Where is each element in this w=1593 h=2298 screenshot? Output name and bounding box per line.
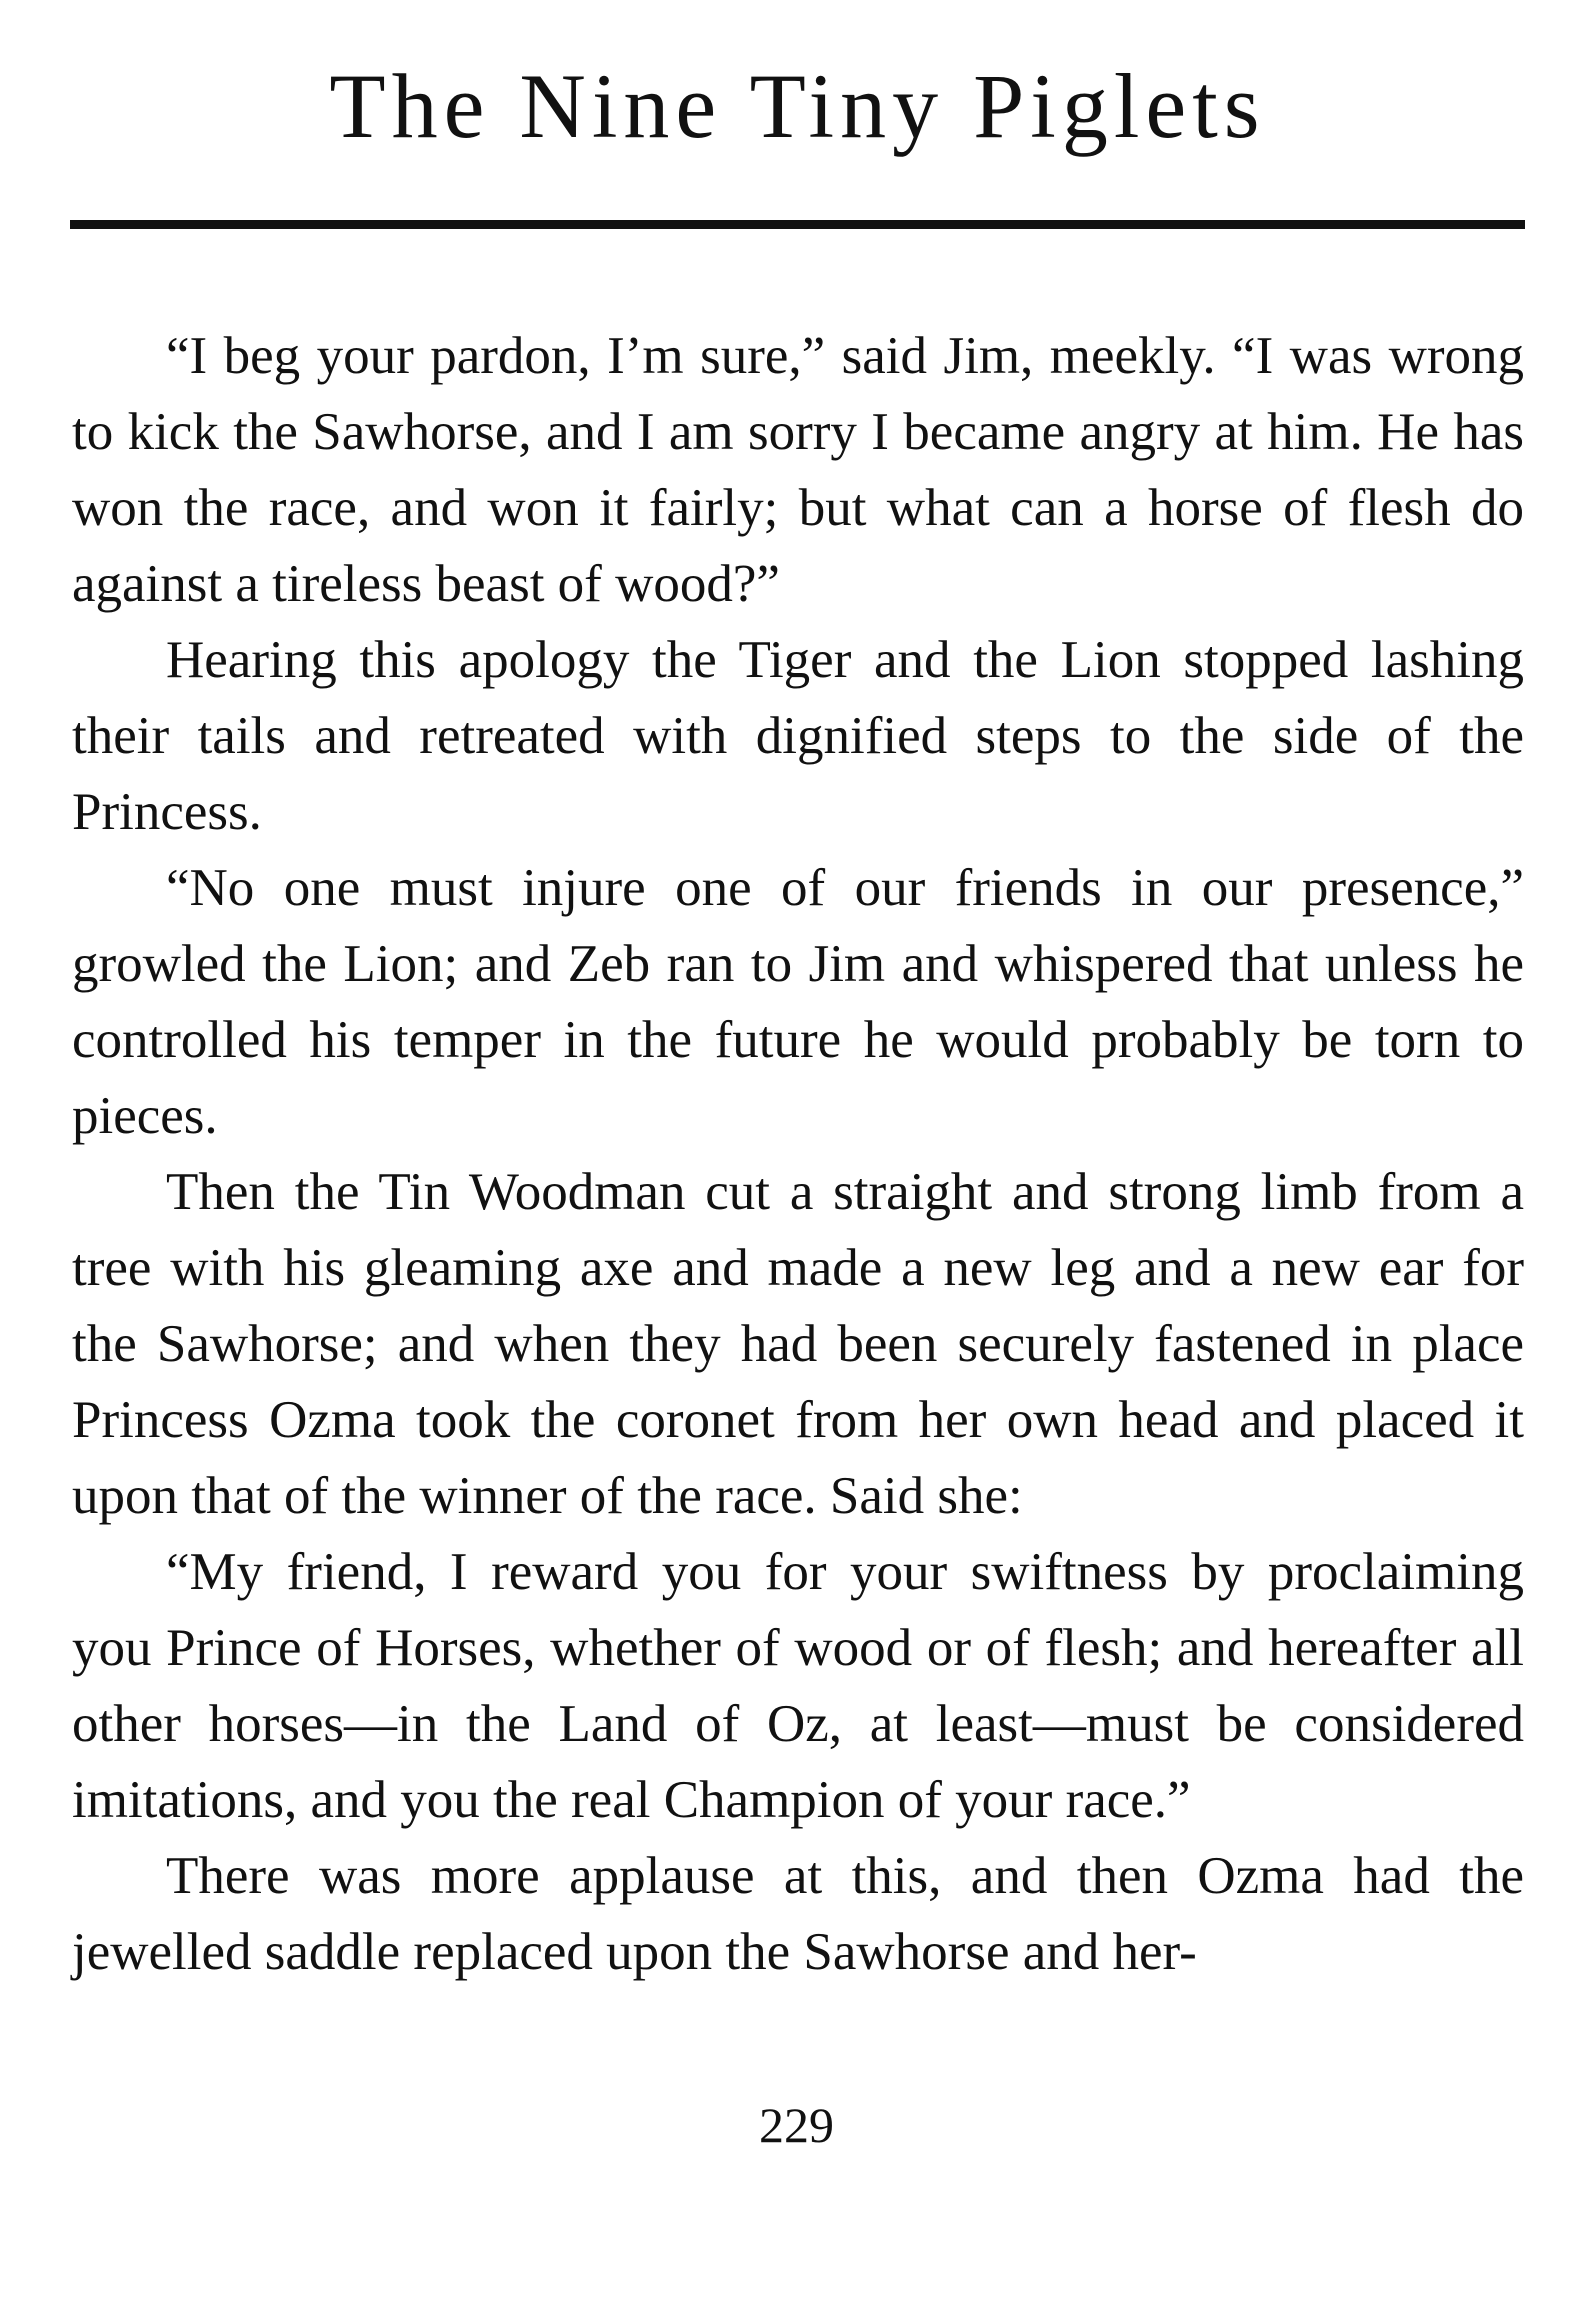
paragraph: There was more applause at this, and then Ozma had the jewelled saddle replaced upon the Sawhorse and her- bbox=[72, 1847, 1524, 1981]
running-head: The Nine Tiny Piglets bbox=[329, 55, 1266, 157]
paragraph: “I beg your pardon, I’m sure,” said Jim, meekly. “I was wrong to kick the Sawhorse, and I am sorry I became angry at him. He has won the race, and won it fairly; but what can a horse of flesh do against a tireless beast of wood?” bbox=[72, 327, 1524, 613]
body-text bbox=[72, 318, 1524, 1990]
paragraph: Then the Tin Woodman cut a straight and strong limb from a tree with his gleaming axe and made a new leg and a new ear for the Sawhorse; and when they had been securely fastened in place Princess Ozma took the coronet from her own head and placed it upon that of the winner of the race. Said she: bbox=[72, 1163, 1524, 1525]
paragraph: Hearing this apology the Tiger and the Lion stopped lashing their tails and retreated with dignified steps to the side of the Princess. bbox=[72, 631, 1524, 841]
header-rule bbox=[70, 220, 1525, 229]
paragraph: “My friend, I reward you for your swiftness by proclaiming you Prince of Horses, whether of wood or of flesh; and hereafter all other horses—in the Land of Oz, at least—must be considered imitations, and you the real Champion of your race.” bbox=[72, 1543, 1524, 1829]
page-number: 229 bbox=[759, 2097, 834, 2153]
paragraph: “No one must injure one of our friends in our presence,” growled the Lion; and Zeb ran to Jim and whispered that unless he controlled his temper in the future he would probably be torn to pieces. bbox=[72, 859, 1524, 1145]
